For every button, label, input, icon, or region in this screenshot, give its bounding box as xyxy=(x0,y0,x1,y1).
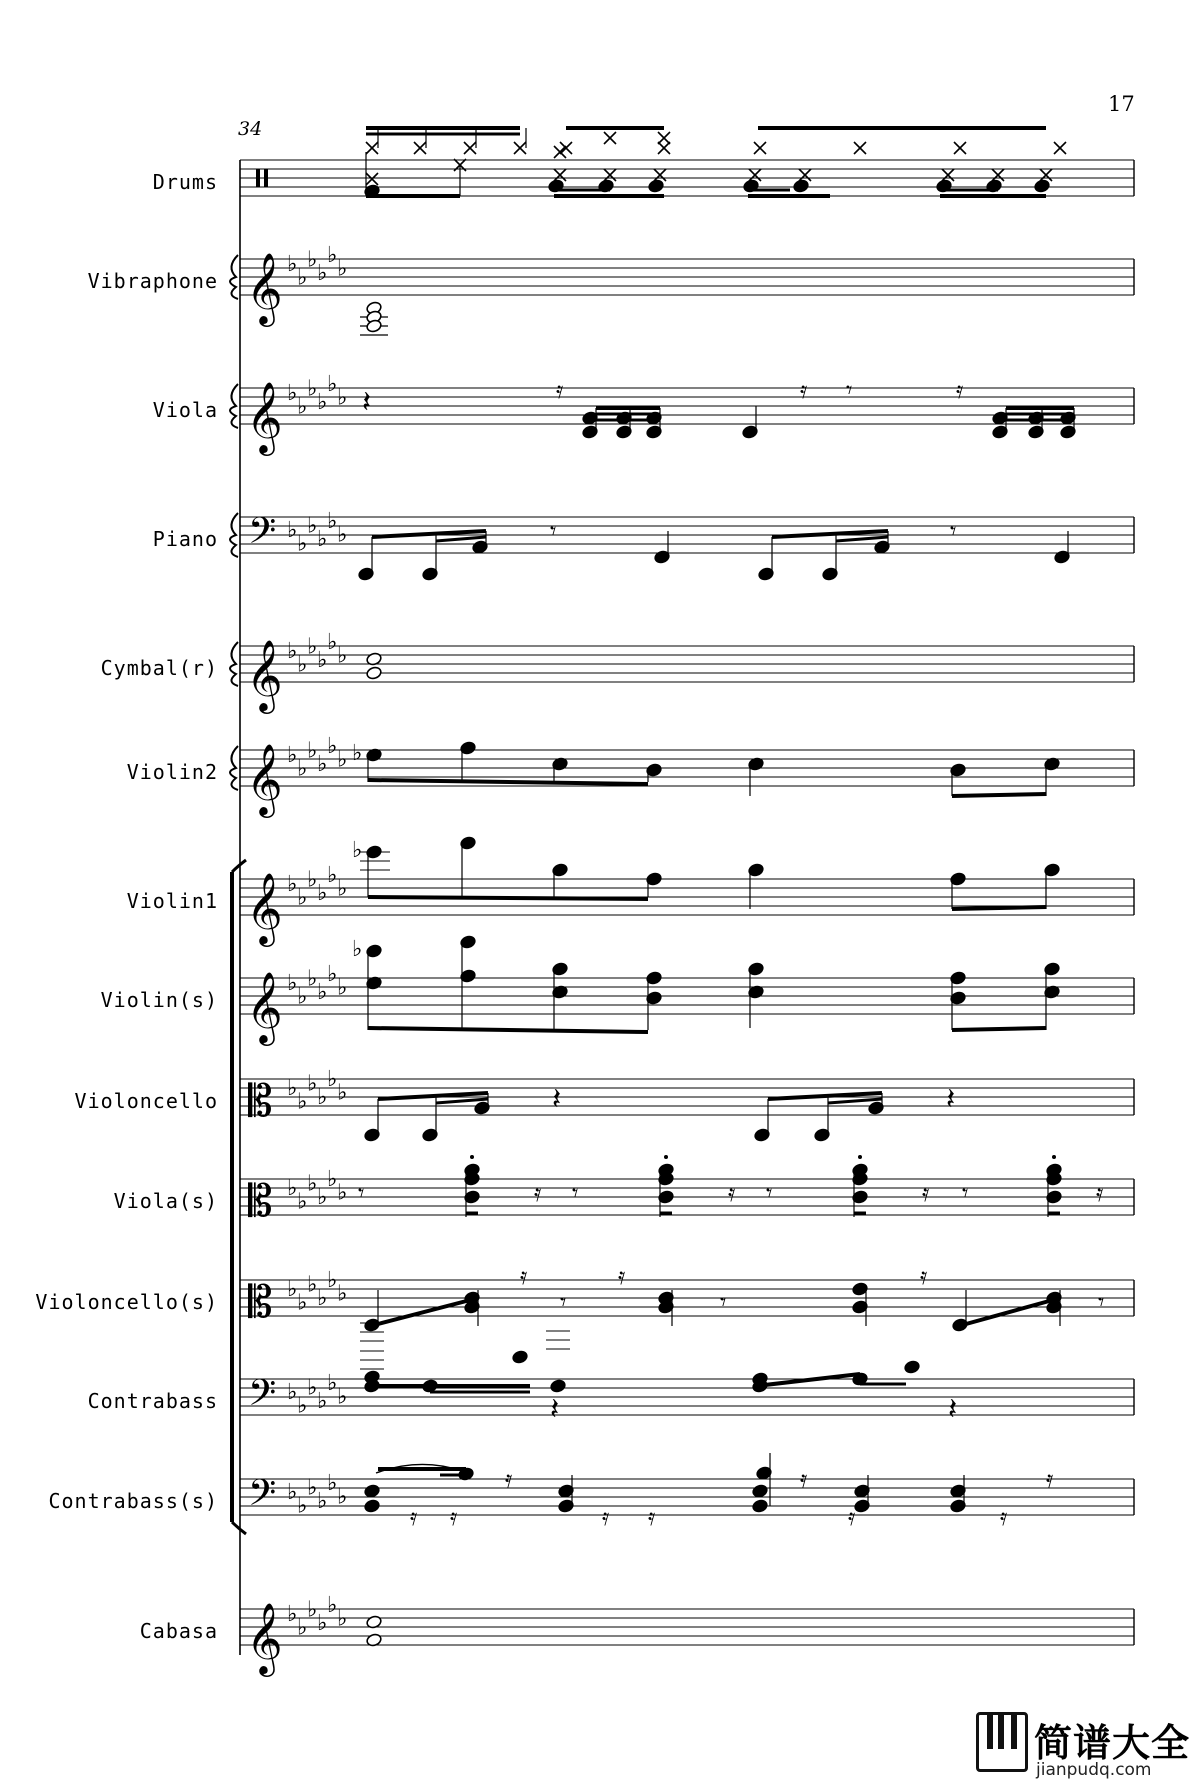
beam xyxy=(378,1298,478,1324)
flat-icon: ♭ xyxy=(327,1067,338,1092)
treble-clef-icon: 𝄞 xyxy=(246,742,283,815)
rest-icon: 𝄿 xyxy=(556,376,564,404)
flat-icon: ♭ xyxy=(297,1493,308,1519)
beam xyxy=(372,531,486,537)
rest-icon: 𝄿 xyxy=(800,376,808,404)
beam xyxy=(368,897,648,899)
flat-icon: ♭ xyxy=(287,872,298,897)
flat-icon: ♭ xyxy=(287,252,298,277)
rest-icon: 𝄾 xyxy=(572,1179,579,1207)
flat-icon: ♭ xyxy=(307,634,318,660)
alto-clef-icon: 𝄡 xyxy=(248,1277,273,1328)
bracket-bottom xyxy=(232,1522,246,1534)
flat-icon: ♭ xyxy=(327,1167,338,1192)
beam xyxy=(368,780,648,784)
flat-icon: ♭ xyxy=(317,1611,328,1636)
notehead xyxy=(364,1499,381,1514)
bracket-top xyxy=(232,860,246,872)
beam xyxy=(952,1028,1046,1030)
flat-icon: ♭ xyxy=(317,390,328,415)
piano-keys-icon xyxy=(976,1712,1028,1772)
drum-note xyxy=(1034,179,1051,194)
beam xyxy=(952,907,1046,909)
rest-icon: 𝄿 xyxy=(410,1503,418,1531)
flat-icon: ♭ xyxy=(352,937,363,962)
flat-icon: ♭ xyxy=(327,372,338,397)
flat-icon: ♭ xyxy=(317,752,328,777)
rest-icon: 𝄿 xyxy=(618,1262,626,1290)
treble-clef-icon: 𝄞 xyxy=(246,970,283,1043)
flat-icon: ♭ xyxy=(317,1389,328,1414)
flat-icon: ♭ xyxy=(297,885,308,911)
treble-clef-icon: 𝄞 xyxy=(246,638,283,711)
rest-icon: 𝄾 xyxy=(358,1179,365,1207)
flat-icon: ♭ xyxy=(307,1071,318,1097)
rest-icon: 𝄿 xyxy=(450,1503,458,1531)
watermark-logo xyxy=(976,1712,1200,1781)
instrument-label-contrabasss: Contrabass(s) xyxy=(48,1489,218,1513)
beam xyxy=(756,1374,860,1386)
rest-icon: 𝄾 xyxy=(962,1179,969,1207)
instrument-label-viola: Viola xyxy=(152,398,218,422)
flat-icon: ♭ xyxy=(297,756,308,782)
flat-icon: ♭ xyxy=(327,1371,338,1396)
rest-icon: 𝄿 xyxy=(602,1503,610,1531)
flat-icon: ♭ xyxy=(327,734,338,759)
notehead xyxy=(752,1484,769,1499)
brace xyxy=(230,384,238,428)
whole-note xyxy=(366,666,383,681)
quarter-rest-icon: 𝄽 xyxy=(946,1082,956,1117)
notehead xyxy=(364,1484,381,1499)
flat-icon: ♭ xyxy=(297,1393,308,1419)
flat-icon: ♭ xyxy=(327,243,338,268)
rest-icon: 𝄾 xyxy=(1098,1288,1105,1316)
instrument-label-cabasa: Cabasa xyxy=(139,1619,218,1643)
flat-icon: ♭ xyxy=(327,509,338,534)
flat-icon: ♭ xyxy=(287,1076,298,1101)
flat-icon: ♭ xyxy=(317,1286,328,1311)
flat-icon: ♭ xyxy=(352,741,363,766)
beam xyxy=(768,1093,882,1099)
flat-icon: ♭ xyxy=(337,747,348,773)
instrument-label-drums: Drums xyxy=(152,170,218,194)
instrument-label-cymbal: Cymbal(r) xyxy=(100,656,218,680)
quarter-rest-icon: 𝄽 xyxy=(948,1392,958,1427)
beam xyxy=(966,1298,1060,1324)
staccato-dot xyxy=(1052,1155,1056,1159)
quarter-rest-icon: 𝄽 xyxy=(550,1392,560,1427)
beam xyxy=(368,1028,648,1032)
percussion-clef-icon xyxy=(264,169,268,187)
flat-icon: ♭ xyxy=(327,962,338,987)
flat-icon: ♭ xyxy=(297,265,308,291)
beam xyxy=(436,537,486,541)
flat-icon: ♭ xyxy=(287,971,298,996)
flat-icon: ♭ xyxy=(297,1615,308,1641)
rest-icon: 𝄾 xyxy=(550,517,557,545)
flat-icon: ♭ xyxy=(307,966,318,992)
rest-icon: 𝄿 xyxy=(728,1179,736,1207)
flat-icon: ♭ xyxy=(307,867,318,893)
flat-icon: ♭ xyxy=(337,975,348,1001)
flat-icon: ♭ xyxy=(337,256,348,282)
bass-clef-icon: 𝄢 xyxy=(248,1372,277,1423)
rest-icon: 𝄿 xyxy=(520,1262,528,1290)
instrument-label-contrabass: Contrabass xyxy=(87,1389,218,1413)
instrument-label-piano: Piano xyxy=(152,527,218,551)
notehead xyxy=(512,1350,529,1365)
rest-icon: 𝄾 xyxy=(846,376,853,404)
rest-icon: 𝄿 xyxy=(920,1262,928,1290)
flat-icon: ♭ xyxy=(337,1484,348,1510)
quarter-rest-icon: 𝄽 xyxy=(552,1082,562,1117)
staccato-dot xyxy=(664,1155,668,1159)
flat-icon: ♭ xyxy=(297,1089,308,1115)
rest-icon: 𝄿 xyxy=(1046,1465,1054,1493)
flat-icon: ♭ xyxy=(317,881,328,906)
brace xyxy=(230,255,238,299)
rest-icon: 𝄿 xyxy=(1096,1179,1104,1207)
flat-icon: ♭ xyxy=(317,648,328,673)
beam xyxy=(836,537,888,541)
bass-clef-icon: 𝄢 xyxy=(248,510,277,561)
flat-icon: ♭ xyxy=(287,518,298,543)
flat-icon: ♭ xyxy=(337,1384,348,1410)
bass-clef-icon: 𝄢 xyxy=(248,1472,277,1523)
flat-icon: ♭ xyxy=(307,1272,318,1298)
page-number: 17 xyxy=(1108,92,1135,116)
flat-icon: ♭ xyxy=(337,643,348,669)
treble-clef-icon: 𝄞 xyxy=(246,251,283,324)
beam xyxy=(378,1093,488,1099)
flat-icon: ♭ xyxy=(297,531,308,557)
flat-icon: ♭ xyxy=(327,630,338,655)
flat-icon: ♭ xyxy=(337,1080,348,1106)
flat-icon: ♭ xyxy=(317,1489,328,1514)
drum-note xyxy=(793,179,810,194)
beam xyxy=(772,531,888,537)
flat-icon: ♭ xyxy=(297,652,308,678)
beam xyxy=(952,794,1046,796)
flat-icon: ♭ xyxy=(287,639,298,664)
drum-note xyxy=(648,179,665,194)
flat-icon: ♭ xyxy=(287,381,298,406)
instrument-label-violas: Viola(s) xyxy=(113,1189,218,1213)
rest-icon: 𝄿 xyxy=(1000,1503,1008,1531)
flat-icon: ♭ xyxy=(297,394,308,420)
flat-icon: ♭ xyxy=(307,1475,318,1501)
alto-clef-icon: 𝄡 xyxy=(248,1076,273,1127)
instrument-label-violins: Violin(s) xyxy=(100,988,218,1012)
percussion-clef-icon xyxy=(256,169,260,187)
instrument-label-violin1: Violin1 xyxy=(126,889,218,913)
notehead xyxy=(752,1499,769,1514)
rest-icon: 𝄿 xyxy=(956,376,964,404)
flat-icon: ♭ xyxy=(352,838,363,863)
flat-icon: ♭ xyxy=(327,1268,338,1293)
flat-icon: ♭ xyxy=(307,376,318,402)
rest-icon: 𝄾 xyxy=(766,1179,773,1207)
flat-icon: ♭ xyxy=(317,1085,328,1110)
rest-icon: 𝄾 xyxy=(950,517,957,545)
flat-icon: ♭ xyxy=(297,1290,308,1316)
notehead xyxy=(904,1360,921,1375)
flat-icon: ♭ xyxy=(327,1593,338,1618)
instrument-label-vibraphone: Vibraphone xyxy=(87,269,218,293)
flat-icon: ♭ xyxy=(287,1277,298,1302)
flat-icon: ♭ xyxy=(287,1480,298,1505)
flat-icon: ♭ xyxy=(317,1185,328,1210)
watermark-brand: 简谱大全 xyxy=(1034,1721,1191,1765)
rest-icon: 𝄿 xyxy=(505,1465,513,1493)
flat-icon: ♭ xyxy=(327,1471,338,1496)
staccato-dot xyxy=(858,1155,862,1159)
flat-icon: ♭ xyxy=(287,743,298,768)
brace xyxy=(230,746,238,790)
flat-icon: ♭ xyxy=(337,522,348,548)
flat-icon: ♭ xyxy=(307,738,318,764)
flat-icon: ♭ xyxy=(307,1597,318,1623)
flat-icon: ♭ xyxy=(287,1176,298,1201)
rest-icon: 𝄿 xyxy=(922,1179,930,1207)
flat-icon: ♭ xyxy=(337,385,348,411)
flat-icon: ♭ xyxy=(317,261,328,286)
flat-icon: ♭ xyxy=(317,527,328,552)
instrument-label-violoncello: Violoncello xyxy=(74,1089,218,1113)
flat-icon: ♭ xyxy=(297,1189,308,1215)
staccato-dot xyxy=(470,1155,474,1159)
flat-icon: ♭ xyxy=(337,876,348,902)
flat-icon: ♭ xyxy=(307,1171,318,1197)
flat-icon: ♭ xyxy=(327,863,338,888)
quarter-rest-icon: 𝄽 xyxy=(362,385,372,420)
brace xyxy=(230,513,238,557)
flat-icon: ♭ xyxy=(337,1180,348,1206)
flat-icon: ♭ xyxy=(307,247,318,273)
instrument-label-violin2: Violin2 xyxy=(126,760,218,784)
rest-icon: 𝄿 xyxy=(800,1465,808,1493)
flat-icon: ♭ xyxy=(337,1606,348,1632)
rest-icon: 𝄿 xyxy=(534,1179,542,1207)
flat-icon: ♭ xyxy=(307,1375,318,1401)
flat-icon: ♭ xyxy=(287,1380,298,1405)
flat-icon: ♭ xyxy=(317,980,328,1005)
rest-icon: 𝄾 xyxy=(560,1288,567,1316)
measure-number: 34 xyxy=(238,118,263,140)
rest-icon: 𝄾 xyxy=(720,1288,727,1316)
flat-icon: ♭ xyxy=(307,513,318,539)
flat-icon: ♭ xyxy=(337,1281,348,1307)
flat-icon: ♭ xyxy=(287,1602,298,1627)
rest-icon: 𝄿 xyxy=(648,1503,656,1531)
treble-clef-icon: 𝄞 xyxy=(246,871,283,944)
treble-clef-icon: 𝄞 xyxy=(246,380,283,453)
flat-icon: ♭ xyxy=(297,984,308,1010)
brace xyxy=(230,642,238,686)
alto-clef-icon: 𝄡 xyxy=(248,1176,273,1227)
treble-clef-icon: 𝄞 xyxy=(246,1601,283,1674)
instrument-label-violoncellos: Violoncello(s) xyxy=(35,1290,218,1314)
watermark-url: jianpudq.com xyxy=(1036,1760,1152,1780)
rest-icon: 𝄿 xyxy=(848,1503,856,1531)
